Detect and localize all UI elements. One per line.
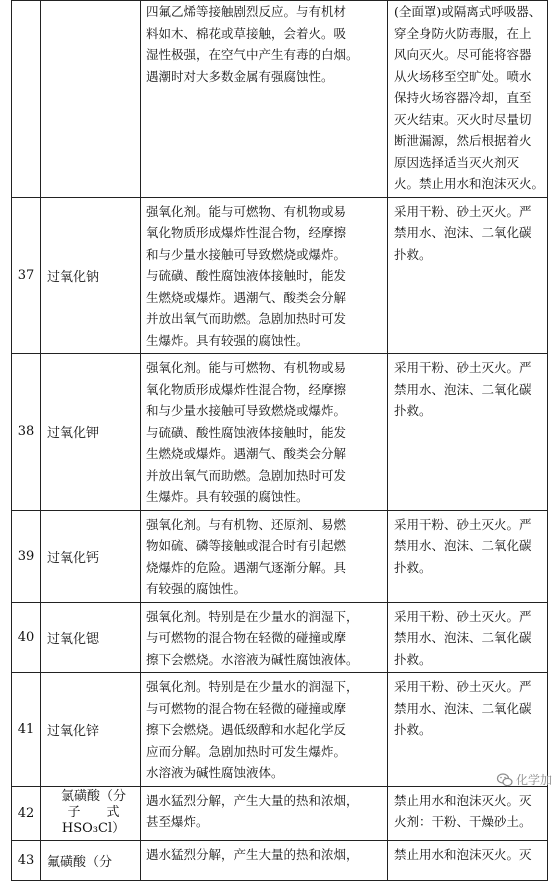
row-number: 39: [12, 510, 41, 602]
row-number: 42: [12, 786, 41, 840]
row-number: 37: [12, 197, 41, 354]
chemical-name: [41, 1, 141, 198]
chemical-safety-table-wrap: [11, 0, 547, 870]
hazard-description-line: 与可燃物的混合物在轻微的碰撞或摩: [146, 700, 347, 716]
hazard-description-line: 并放出氧气而助燃。急剧加热时可发: [146, 467, 347, 483]
hazard-description: [141, 673, 388, 787]
hazard-description-line: 氧化物质形成爆炸性混合物，经摩擦: [146, 225, 347, 240]
hazard-description: [141, 1, 388, 198]
firefighting-measure: [388, 1, 548, 198]
firefighting-measure-line: 禁用水、泡沫、二氧化碳: [394, 381, 532, 397]
firefighting-measure: [388, 786, 548, 840]
chemical-name: [41, 510, 141, 602]
chemical-name-line: 子 式: [67, 805, 120, 820]
table-row: [12, 1, 548, 198]
firefighting-measure: [388, 673, 548, 787]
chemical-name-line: 过氧化钠: [47, 269, 100, 285]
chemical-name-line: 氟磺酸（分: [47, 854, 113, 870]
hazard-description-line: 并放出氧气而助燃。急剧加热时可发: [146, 311, 347, 326]
chemical-name-line: 氯磺酸（分: [60, 789, 126, 804]
row-number: 43: [12, 840, 41, 880]
hazard-description-line: 和与少量水接触可导致燃烧或爆炸。: [146, 246, 347, 262]
firefighting-measure-line: 火。禁止用水和泡沫灭火。: [394, 176, 545, 191]
hazard-description: [141, 354, 388, 511]
hazard-description: [141, 197, 388, 354]
hazard-description-line: 有较强的腐蚀性。: [146, 581, 247, 596]
row-number: 38: [12, 354, 41, 511]
watermark-text: 化学加: [515, 773, 552, 787]
firefighting-measure-line: 扑救。: [394, 403, 432, 418]
hazard-description-line: 烧爆炸的危险。遇潮气逐渐分解。具: [146, 559, 347, 575]
table-row: [12, 840, 548, 880]
firefighting-measure: [388, 602, 548, 673]
firefighting-measure-line: (全面罩)或隔离式呼吸器、: [394, 4, 542, 19]
firefighting-measure-line: 灭火结束。灭火时尽量切: [394, 111, 532, 127]
hazard-description-line: 擦下会燃烧。水溶液为碱性腐蚀液体。: [146, 651, 359, 667]
hazard-description-line: 与硫磺、酸性腐蚀液体接触时，能发: [146, 268, 347, 283]
firefighting-measure-line: 扑救。: [394, 559, 432, 575]
chemical-name-line: 过氧化钾: [47, 426, 100, 442]
firefighting-measure-line: 穿全身防火防毒服，在上: [394, 25, 532, 41]
hazard-description: [141, 786, 388, 840]
firefighting-measure-line: 采用干粉、砂土灭火。严: [394, 203, 532, 219]
chemical-name-line: 过氧化钙: [47, 550, 100, 566]
firefighting-measure-line: 禁止用水和泡沫灭火。灭: [394, 792, 532, 808]
chemical-name: [41, 197, 141, 354]
chemical-name: [41, 673, 141, 787]
table-row: [12, 673, 548, 787]
firefighting-measure-line: 保持火场容器冷却，直至: [394, 90, 532, 105]
hazard-description-line: 强氧化剂。与有机物、还原剂、易燃: [146, 516, 347, 532]
hazard-description-line: 生燃烧或爆炸。遇潮气、酸类会分解: [146, 446, 347, 461]
hazard-description-line: 应而分解。急剧加热时可发生爆炸。: [146, 743, 347, 759]
table-row: [12, 602, 548, 673]
hazard-description-line: 生爆炸。具有较强的腐蚀性。: [146, 332, 309, 348]
hazard-description-line: 强氧化剂。特别是在少量水的润湿下，: [146, 608, 359, 624]
hazard-description: [141, 840, 388, 880]
table-row: [12, 786, 548, 840]
hazard-description-line: 物如硫、磷等接触或混合时有引起燃: [146, 538, 347, 553]
hazard-description-line: 生爆炸。具有较强的腐蚀性。: [146, 489, 309, 504]
firefighting-measure-line: 禁用水、泡沫、二氧化碳: [394, 700, 532, 716]
chemical-name: [41, 354, 141, 511]
hazard-description-line: 生燃烧或爆炸。遇潮气、酸类会分解: [146, 289, 347, 305]
chemical-name-line: 过氧化锶: [47, 631, 100, 647]
hazard-description-line: 与硫磺、酸性腐蚀液体接触时，能发: [146, 424, 347, 440]
firefighting-measure-line: 采用干粉、砂土灭火。严: [394, 608, 532, 624]
hazard-description: [141, 602, 388, 673]
hazard-description-line: 氧化物质形成爆炸性混合物，经摩擦: [146, 381, 347, 397]
firefighting-measure: [388, 510, 548, 602]
firefighting-measure-line: 采用干粉、砂土灭火。严: [394, 679, 532, 694]
row-number: 40: [12, 602, 41, 673]
firefighting-measure-line: 禁止用水和泡沫灭火。灭: [394, 846, 532, 862]
hazard-description-line: 强氧化剂。能与可燃物、有机物或易: [146, 203, 347, 219]
watermark: [497, 771, 552, 788]
chemical-name: [41, 786, 141, 840]
chemical-name: [41, 840, 141, 880]
firefighting-measure-line: 采用干粉、砂土灭火。严: [394, 360, 532, 375]
firefighting-measure-line: 原因选择适当灭火剂灭: [394, 154, 520, 170]
firefighting-measure-line: 禁用水、泡沫、二氧化碳: [394, 225, 532, 240]
firefighting-measure-line: 禁用水、泡沫、二氧化碳: [394, 538, 532, 553]
firefighting-measure-line: 采用干粉、砂土灭火。严: [394, 516, 532, 532]
hazard-description-line: 强氧化剂。能与可燃物、有机物或易: [146, 360, 347, 375]
hazard-description-line: 擦下会燃烧。遇低级醇和水起化学反: [146, 722, 347, 737]
hazard-description-line: 遇水猛烈分解，产生大量的热和浓烟，: [146, 792, 359, 808]
hazard-description-line: 甚至爆炸。: [146, 814, 209, 829]
firefighting-measure-line: 扑救。: [394, 651, 432, 667]
hazard-description-line: 四氟乙烯等接触剧烈反应。与有机材: [146, 4, 347, 19]
hazard-description-line: 与可燃物的混合物在轻微的碰撞或摩: [146, 630, 347, 645]
hazard-description: [141, 510, 388, 602]
hazard-description-line: 水溶液为碱性腐蚀液体。: [146, 765, 284, 780]
firefighting-measure: [388, 197, 548, 354]
firefighting-measure-line: 断泄漏源，然后根据着火: [394, 133, 532, 148]
chemical-name: [41, 602, 141, 673]
firefighting-measure-line: 风向灭火。尽可能将容器: [394, 47, 532, 62]
hazard-description-line: 遇水猛烈分解，产生大量的热和浓烟，: [146, 846, 359, 862]
chemical-name-line: HSO₃Cl）: [61, 821, 126, 836]
firefighting-measure-line: 火剂：干粉、干燥砂土。: [394, 814, 532, 829]
hazard-description-line: 湿性极强，在空气中产生有毒的白烟。: [146, 47, 359, 62]
firefighting-measure-line: 扑救。: [394, 722, 432, 737]
table-row: [12, 354, 548, 511]
chemical-safety-table: [11, 0, 548, 881]
row-number: [12, 1, 41, 198]
chemical-name-line: 过氧化锌: [47, 723, 100, 739]
table-row: [12, 510, 548, 602]
firefighting-measure-line: 扑救。: [394, 246, 432, 262]
firefighting-measure-line: 从火场移至空旷处。喷水: [394, 68, 532, 84]
wechat-icon: [497, 773, 513, 787]
hazard-description-line: 料如木、棉花或草接触，会着火。吸: [146, 25, 347, 41]
firefighting-measure: [388, 840, 548, 880]
table-row: [12, 197, 548, 354]
table-body: [12, 1, 548, 881]
firefighting-measure: [388, 354, 548, 511]
hazard-description-line: 强氧化剂。特别是在少量水的润湿下，: [146, 679, 359, 694]
firefighting-measure-line: 禁用水、泡沫、二氧化碳: [394, 630, 532, 645]
hazard-description-line: 和与少量水接触可导致燃烧或爆炸。: [146, 403, 347, 418]
row-number: 41: [12, 673, 41, 787]
hazard-description-line: 遇潮时对大多数金属有强腐蚀性。: [146, 68, 334, 84]
